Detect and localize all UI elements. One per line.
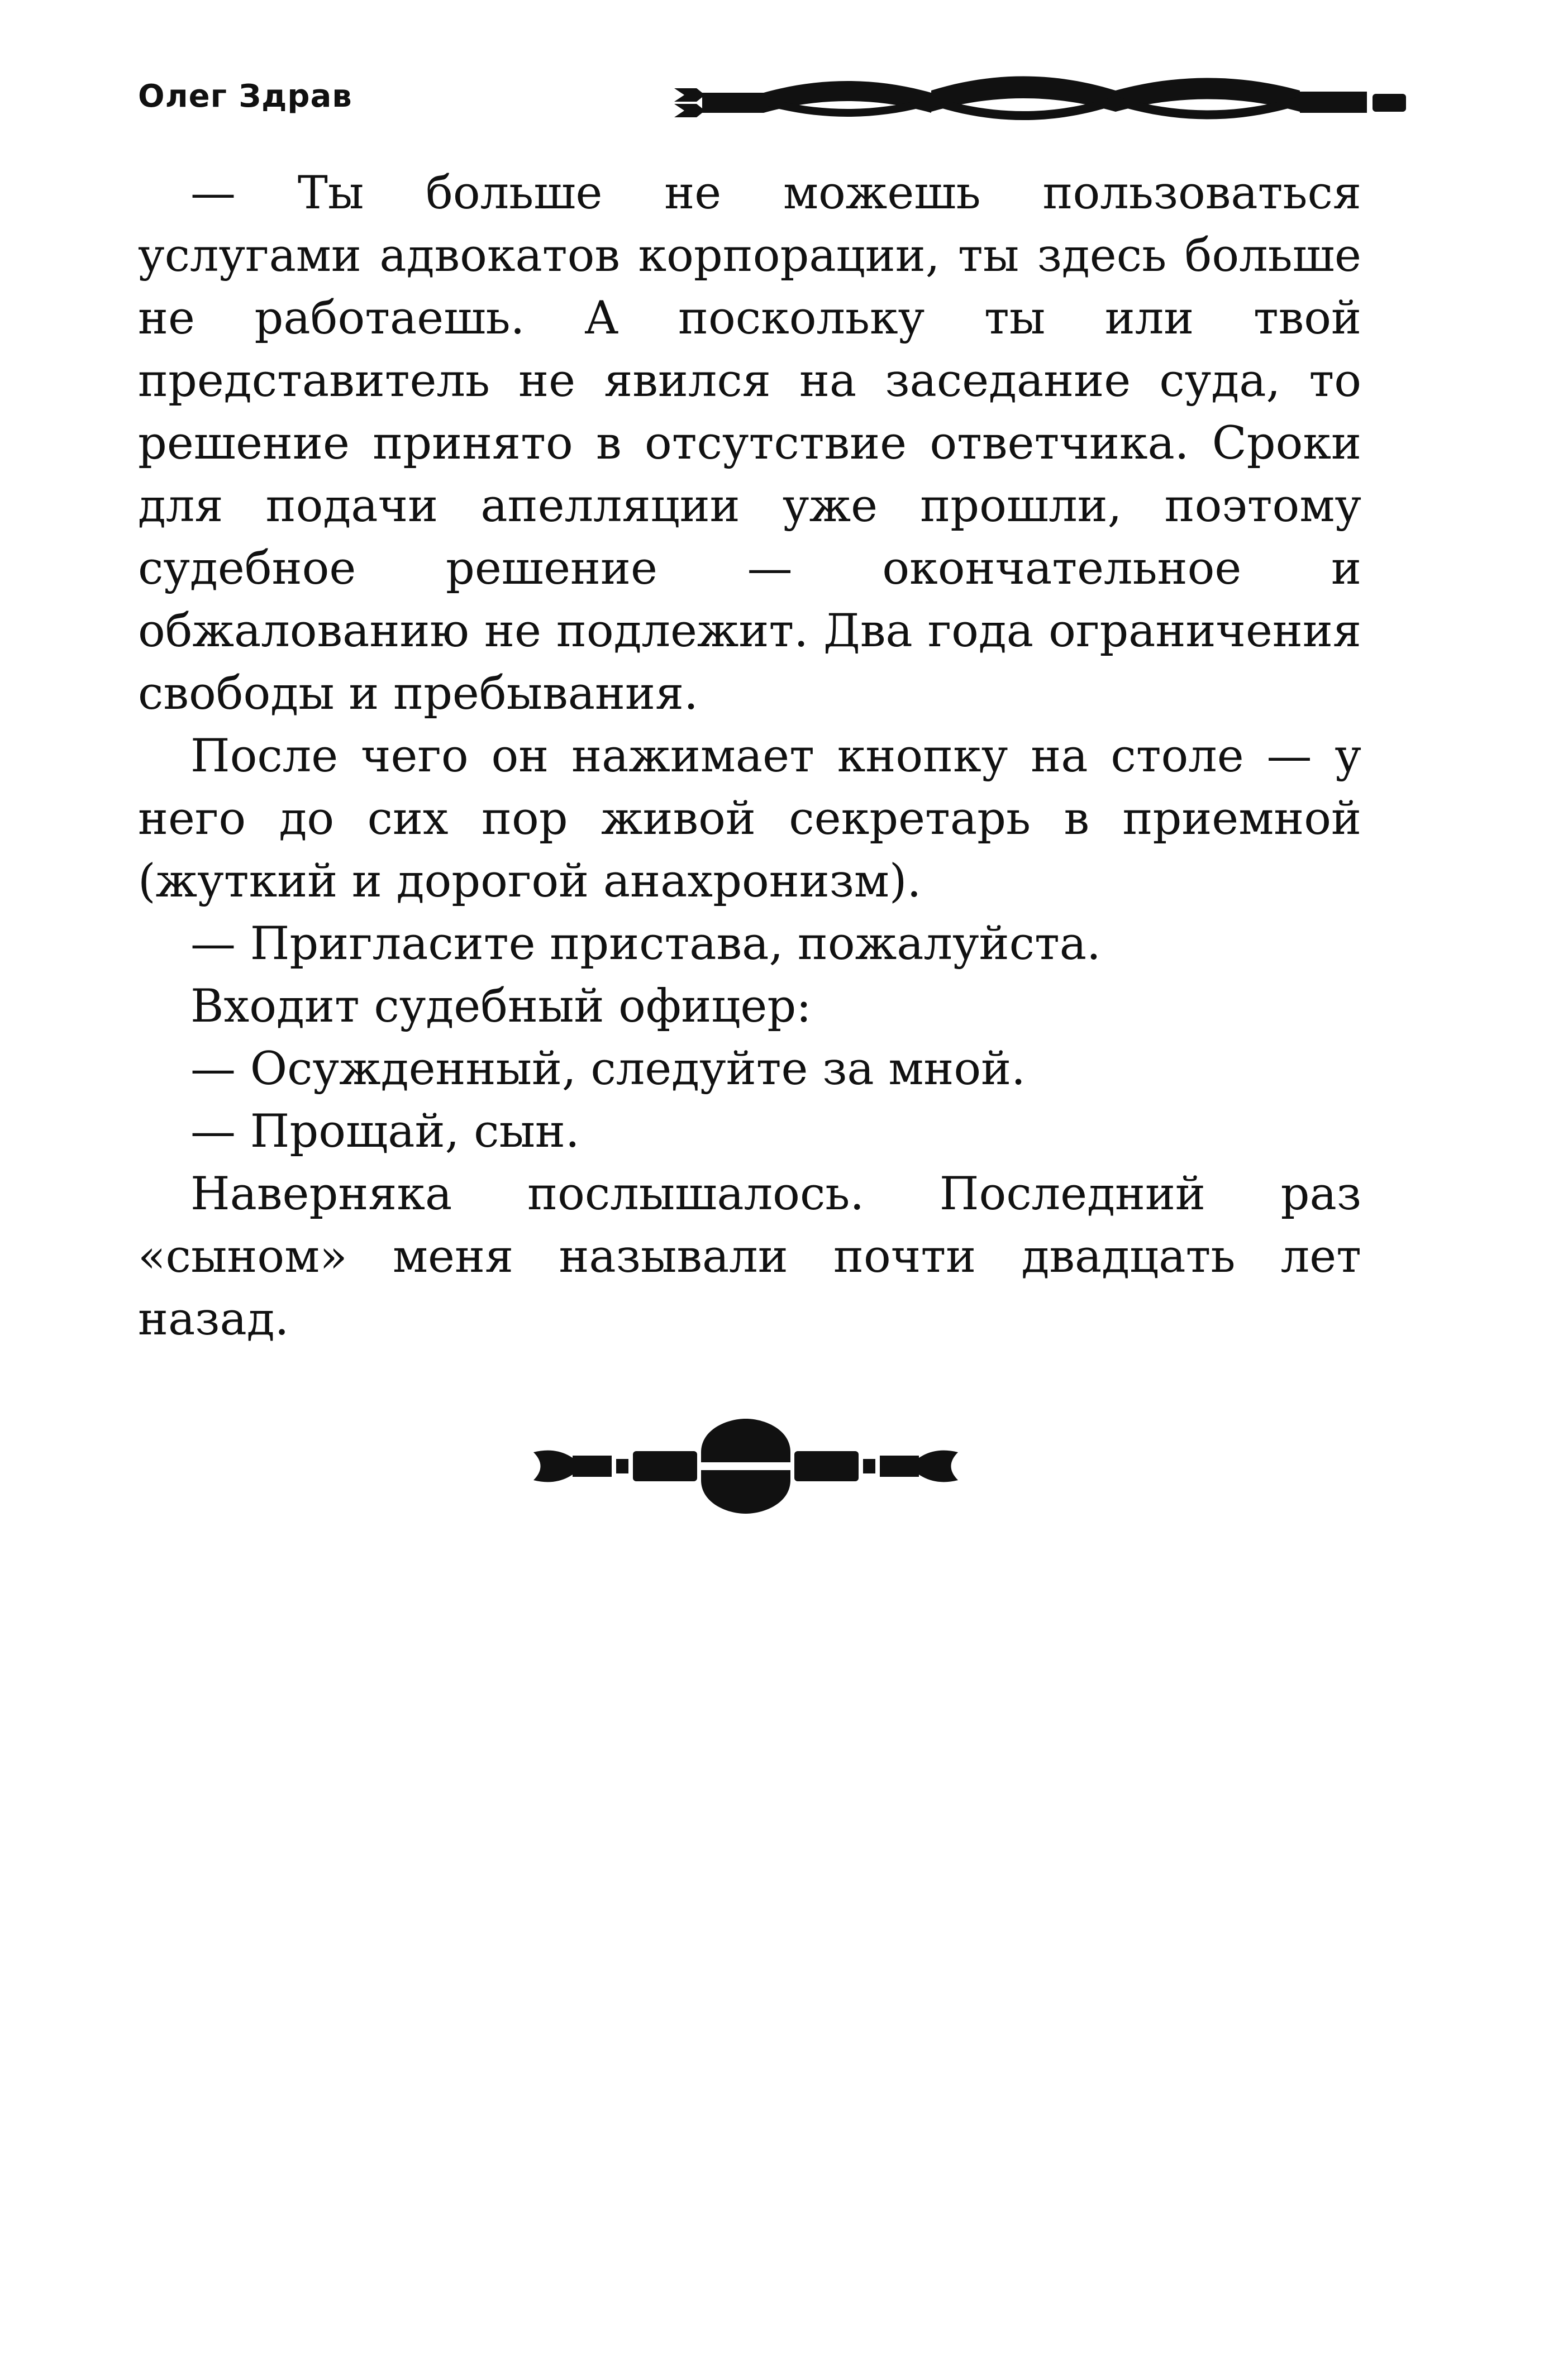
paragraph-4: Входит судебный офицер: [190,980,812,1033]
author-name: Олег Здрав [138,78,352,115]
section-end-ornament-icon [533,1419,958,1514]
paragraph-1: — Ты больше не можешь пользоваться услугами адвокатов корпорации, ты здесь больше не работаешь. А поскольку ты или твой представитель не явился на заседание суда, то решение принято в отсутствие ответчика. Сроки для подачи апелляции уже прошли, поэтому судебное решение — окончательное и обжалованию не подлежит. Два года ограничения свободы и пребывания. [138,167,1361,720]
paragraph-5: — Осужденный, следуйте за мной. [190,1043,1026,1095]
body-text [138,162,1361,1351]
paragraph-2: После чего он нажимает кнопку на столе — у него до сих пор живой секретарь в приемной (жуткий и дорогой анахронизм). [138,730,1361,908]
paragraph-3: — Пригласите пристава, пожалуйста. [190,918,1101,970]
paragraph-7: Наверняка послышалось. Последний раз «сыном» меня называли почти двадцать лет назад. [138,1168,1361,1346]
running-header [138,71,1406,127]
paragraph-6: — Прощай, сын. [190,1105,580,1158]
header-ornament-icon [674,71,1406,127]
